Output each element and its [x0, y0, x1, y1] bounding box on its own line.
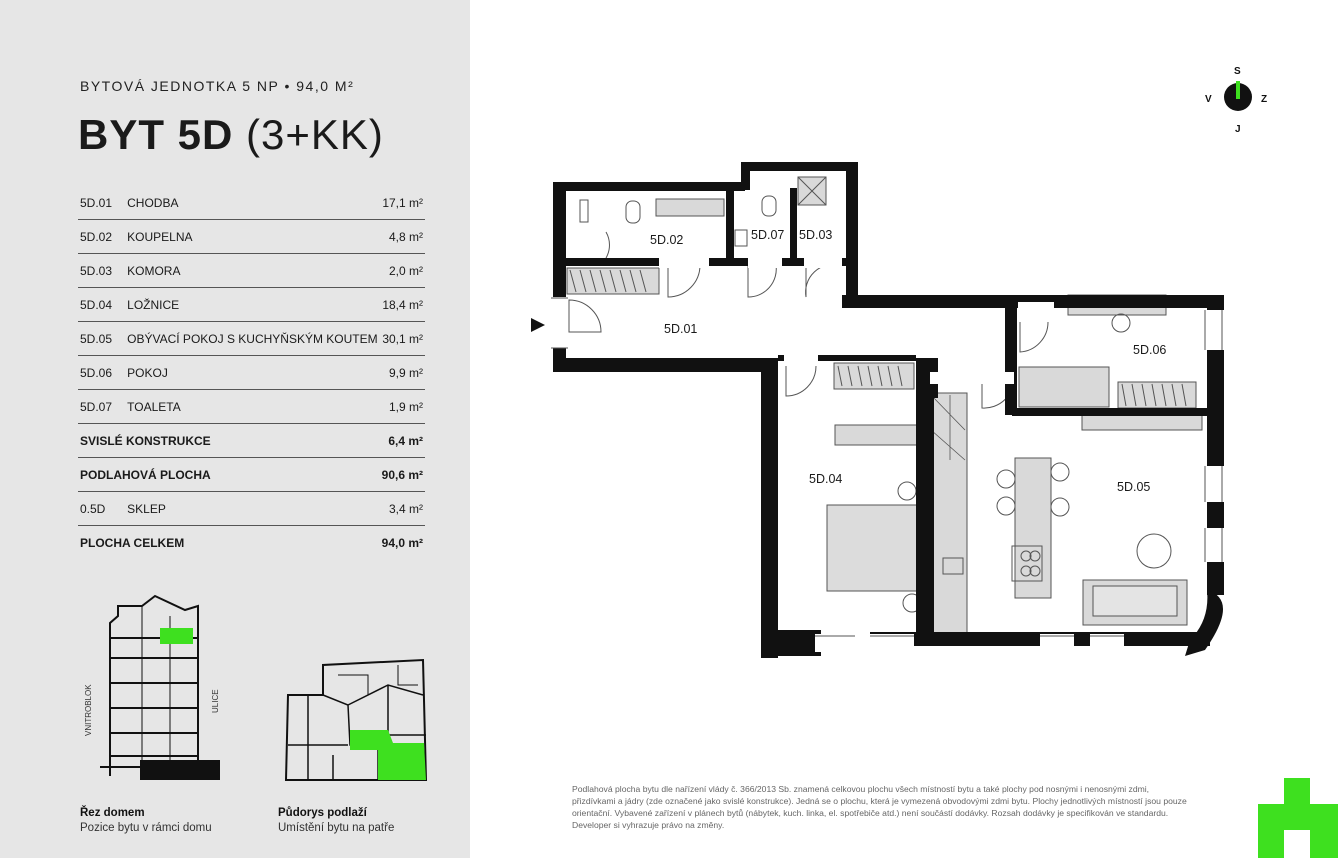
- total-label: PLOCHA CELKEM: [80, 535, 185, 550]
- compass: [1200, 62, 1280, 136]
- info-panel: [0, 0, 470, 858]
- room-code: 5D.04: [78, 288, 125, 322]
- disclaimer-note: Podlahová plocha bytu dle nařízení vlády č. 366/2013 Sb. znamená celkovou plochu všech místností bytu a také plochy pod nosnými i nenosnými zdmi, přizdívkami a jádry (zde označené jako svislé konstrukce). Jedná se o plochu, která je vymezená obvodovými zdmi bytu. Plochy jednotlivých místností jsou pouze orientační. Vybavené zařízení v plánech bytů (nábytek, kuch. linka, el. spotřebiče atd.) není součástí dodávky. Rozsah dodávky je specifikován ve standardu. Developer si vyhrazuje právo na změny.: [572, 784, 1187, 830]
- compass-east: Z: [1261, 94, 1268, 105]
- section-caption-title: Řez domem: [80, 807, 145, 819]
- room-label-5d01: 5D.01: [664, 322, 698, 336]
- room-name: LOŽNICE: [125, 288, 380, 322]
- room-name: POKOJ: [125, 356, 380, 390]
- unit-title-bold: BYT 5D: [78, 111, 234, 158]
- room-name: CHODBA: [125, 186, 380, 220]
- room-area: 9,9 m²: [380, 356, 425, 390]
- room-code: 5D.02: [78, 220, 125, 254]
- shelf: [835, 425, 917, 445]
- floorplan-caption-title: Půdorys podlaží: [278, 807, 367, 819]
- summary-label: PODLAHOVÁ PLOCHA: [78, 458, 380, 492]
- room-area: 17,1 m²: [380, 186, 425, 220]
- entry-arrow-icon: [531, 318, 545, 332]
- room-label-5d03: 5D.03: [799, 228, 833, 242]
- compass-south: J: [1235, 124, 1241, 135]
- section-caption: [80, 806, 212, 836]
- room-code: 5D.05: [78, 322, 125, 356]
- room-code: 0.5D: [78, 492, 125, 526]
- vanity: [656, 199, 724, 216]
- room-label-5d02: 5D.02: [650, 233, 684, 247]
- room-name: TOALETA: [125, 390, 380, 424]
- room-area: 18,4 m²: [380, 288, 425, 322]
- table-row: [78, 526, 425, 560]
- table-row: [78, 492, 425, 526]
- table-row: [78, 390, 425, 424]
- room-name: SKLEP: [125, 492, 380, 526]
- unit-title-light: (3+KK): [246, 111, 384, 158]
- floorplan-caption-subtitle: Umístění bytu na patře: [278, 822, 395, 834]
- table-row: [78, 356, 425, 390]
- room-area: 4,8 m²: [380, 220, 425, 254]
- section-left-label: VNITROBLOK: [84, 684, 93, 736]
- room-label-5d04: 5D.04: [809, 472, 843, 486]
- mini-floorplan-diagram: [278, 655, 428, 783]
- compass-west: V: [1205, 94, 1212, 105]
- table-row: [78, 186, 425, 220]
- room-label-5d06: 5D.06: [1133, 343, 1167, 357]
- kitchen-counter: [929, 393, 967, 633]
- room-code: 5D.01: [78, 186, 125, 220]
- table-row: [78, 424, 425, 458]
- unit-highlight: [350, 730, 426, 780]
- sofa-seat: [1093, 586, 1177, 616]
- room-area: 3,4 m²: [380, 492, 425, 526]
- table-row: [78, 288, 425, 322]
- room-name: OBÝVACÍ POKOJ S KUCHYŇSKÝM KOUTEM: [125, 322, 380, 356]
- room-area: 30,1 m²: [380, 322, 425, 356]
- unit-highlight: [160, 628, 193, 644]
- compass-needle: [1236, 81, 1240, 99]
- table-row: [78, 254, 425, 288]
- room-code: 5D.06: [78, 356, 125, 390]
- room-table: [78, 186, 425, 559]
- table-row: [78, 322, 425, 356]
- compass-north: S: [1234, 66, 1241, 77]
- room-code: 5D.07: [78, 390, 125, 424]
- summary-area: 90,6 m²: [380, 458, 425, 492]
- unit-subtitle: BYTOVÁ JEDNOTKA 5 NP • 94,0 M²: [80, 78, 355, 94]
- brand-logo: [1258, 778, 1338, 858]
- total-area: 94,0 m²: [381, 535, 423, 550]
- table-row: [78, 220, 425, 254]
- building-section-diagram: [80, 588, 230, 783]
- floorplan-caption: [278, 806, 394, 836]
- room-area: 1,9 m²: [380, 390, 425, 424]
- bed-small: [1019, 367, 1109, 407]
- kitchen-island: [1015, 458, 1051, 598]
- section-caption-subtitle: Pozice bytu v rámci domu: [80, 822, 212, 834]
- table-row: [78, 458, 425, 492]
- unit-title: [78, 110, 384, 160]
- floorplan: [500, 150, 1260, 670]
- summary-area: 6,4 m²: [380, 424, 425, 458]
- room-label-5d05: 5D.05: [1117, 480, 1151, 494]
- room-label-5d07: 5D.07: [751, 228, 785, 242]
- room-name: KOMORA: [125, 254, 380, 288]
- section-right-label: ULICE: [211, 689, 220, 713]
- room-area: 2,0 m²: [380, 254, 425, 288]
- room-name: KOUPELNA: [125, 220, 380, 254]
- bed: [827, 505, 922, 591]
- room-code: 5D.03: [78, 254, 125, 288]
- summary-label: SVISLÉ KONSTRUKCE: [78, 424, 380, 458]
